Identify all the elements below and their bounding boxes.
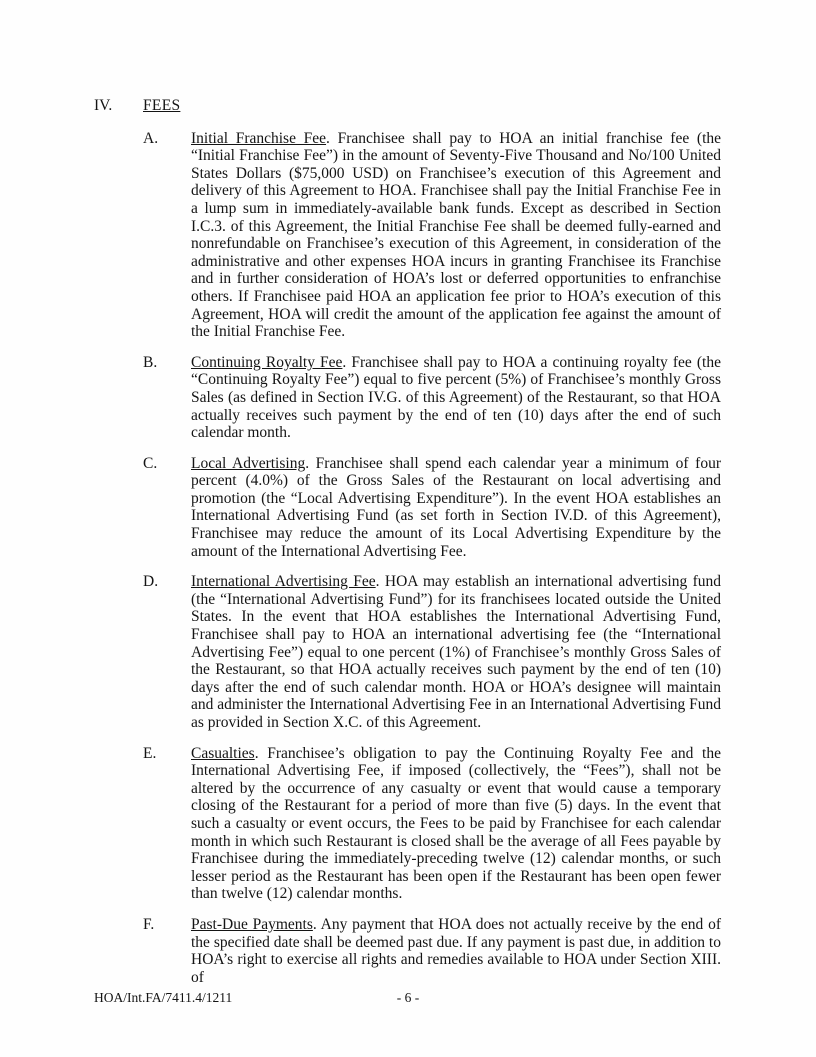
clause-b-heading: Continuing Royalty Fee (191, 353, 343, 371)
clause-d-body: . HOA may establish an international advertising fund (the “International Advertising Fund”) for its franchisees located outside the United States. In the event that HOA establishes the International Advertising Fund, Franchisee shall pay to HOA an international advertising fee (the “International Advertising Fee”) equal to one percent (1%) of Franchisee’s monthly Gross Sales of the Restaurant, so that HOA actually receives such payment by the end of ten (10) days after the end of such calendar month. HOA or HOA’s designee will maintain and administer the International Advertising Fee in an International Advertising Fund as provided in Section X.C. of this Agreement. (191, 573, 721, 731)
clause-f-label: F. (143, 915, 155, 933)
clause-a-body: . Franchisee shall pay to HOA an initial franchise fee (the “Initial Franchise Fee”) in the amount of Seventy-Five Thousand and No/100 United States Dollars ($75,000 USD) on Franchisee’s execution of this Agreement and delivery of this Agreement to HOA. Franchisee shall pay the Initial Franchise Fee in a lump sum in immediately-available bank funds. Except as described in Section I.C.3. of this Agreement, the Initial Franchise Fee shall be deemed fully-earned and nonrefundable on Franchisee’s execution of this Agreement, in consideration of the administrative and other expenses HOA incurs in granting Franchisee its Franchise and in further consideration of HOA’s lost or deferred opportunities to enfranchise others. If Franchisee paid HOA an application fee prior to HOA’s execution of this Agreement, HOA will credit the amount of the application fee against the amount of the Initial Franchise Fee. (191, 129, 722, 341)
clause-a-heading: Initial Franchise Fee (191, 129, 327, 147)
clause-d-label: D. (143, 573, 159, 591)
clause-d-text (191, 573, 721, 731)
clause-a-label: A. (143, 129, 159, 147)
section-title: FEES (143, 97, 181, 114)
clause-c-heading: Local Advertising (191, 454, 306, 472)
clause-d-heading: International Advertising Fee (191, 573, 376, 591)
clause-b-body: . Franchisee shall pay to HOA a continuing royalty fee (the “Continuing Royalty Fee”) equal to five percent (5%) of Franchisee’s monthly Gross Sales (as defined in Section IV.G. of this Agreement) of the Restaurant, so that HOA actually receives such payment by the end of ten (10) days after the end of such calendar month. (191, 353, 721, 442)
clause-c-body: . Franchisee shall spend each calendar year a minimum of four percent (4.0%) of the Gross Sales of the Restaurant on local advertising and promotion (the “Local Advertising Expenditure”). In the event HOA establishes an International Advertising Fund (as set forth in Section IV.D. of this Agreement), Franchisee may reduce the amount of its Local Advertising Expenditure by the amount of the International Advertising Fee. (191, 454, 721, 560)
clause-f-text (191, 916, 721, 986)
clause-e-body: . Franchisee’s obligation to pay the Continuing Royalty Fee and the International Advertising Fee, if imposed (collectively, the “Fees”), shall not be altered by the occurrence of any casualty or event that would cause a temporary closing of the Restaurant for a period of more than five (5) days. In the event that such a casualty or event occurs, the Fees to be paid by Franchisee for each calendar month in which such Restaurant is closed shall be the average of all Fees payable by Franchisee during the immediately-preceding twelve (12) calendar months, or such lesser period as the Restaurant has been open if the Restaurant has been open fewer than twelve (12) calendar months. (191, 744, 721, 903)
clause-f-body: . Any payment that HOA does not actually receive by the end of the specified date shall be deemed past due. If any payment is past due, in addition to HOA’s right to exercise all rights and remedies available to HOA under Section XIII. of (191, 915, 721, 986)
clause-e-text (191, 745, 721, 903)
clause-c-text (191, 455, 721, 561)
footer-document-id: HOA/Int.FA/7411.4/1211 (94, 990, 233, 1005)
clause-f (143, 916, 721, 986)
page-content (94, 97, 721, 999)
clause-c-label: C. (143, 454, 158, 472)
clause-e-label: E. (143, 744, 157, 762)
clause-e-heading: Casualties (191, 744, 255, 762)
clause-a-text (191, 130, 721, 341)
clause-a (143, 130, 721, 341)
clause-b (143, 354, 721, 442)
section-number: IV. (94, 97, 113, 114)
clause-f-heading: Past-Due Payments (191, 915, 313, 933)
clause-b-label: B. (143, 353, 158, 371)
clause-e (143, 745, 721, 903)
clause-d (143, 573, 721, 731)
footer-page-number: - 6 - (396, 990, 420, 1005)
clause-c (143, 455, 721, 561)
clause-b-text (191, 354, 721, 442)
section-heading (94, 97, 721, 115)
